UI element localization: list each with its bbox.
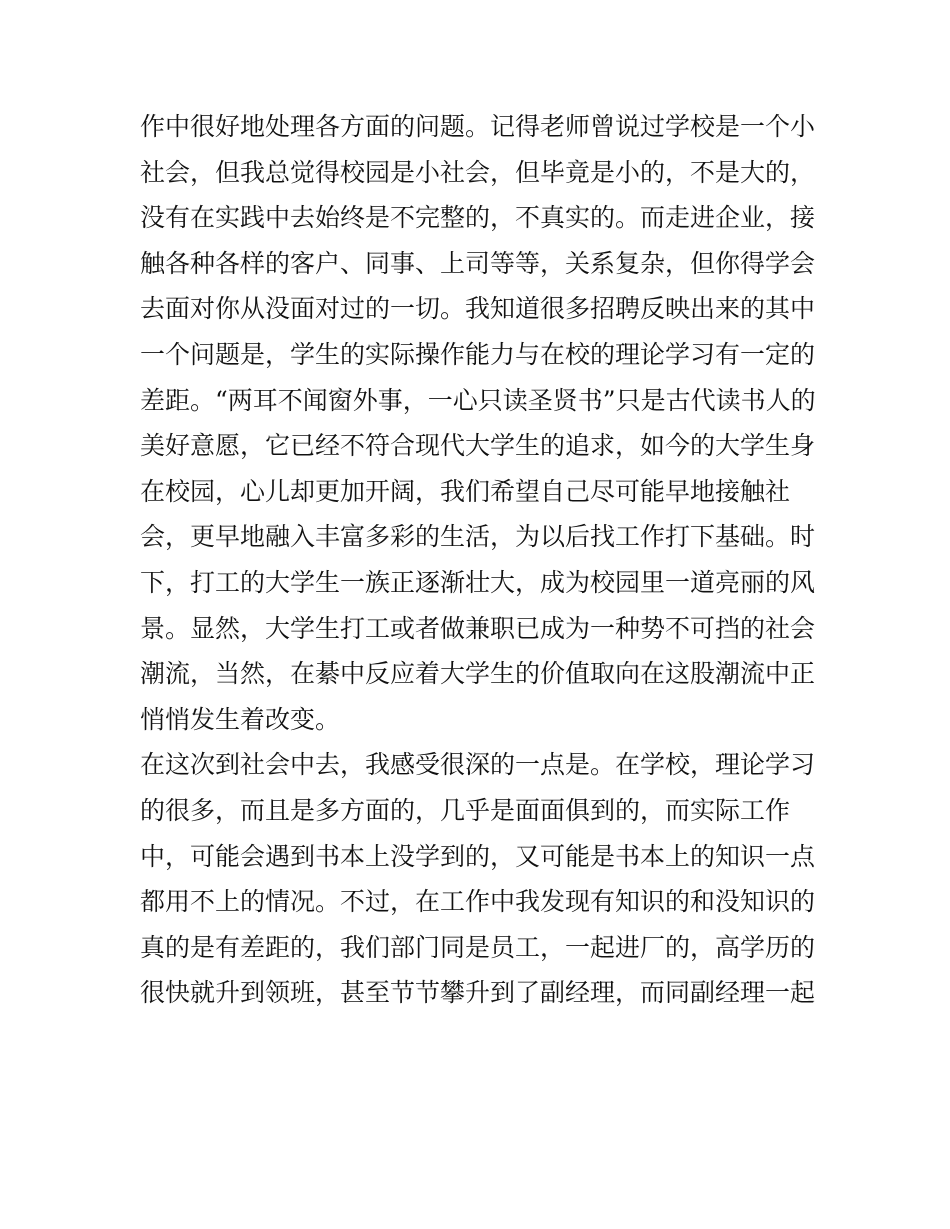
text-line: 会，更早地融入丰富多彩的生活，为以后找工作打下基础。时: [140, 522, 816, 552]
text-line: 触各种各样的客户、同事、上司等等，关系复杂，但你得学会: [140, 248, 816, 278]
text-line: 差距。“两耳不闻窗外事，一心只读圣贤书”只是古代读书人的: [140, 385, 816, 415]
text-line: 一个问题是，学生的实际操作能力与在校的理论学习有一定的: [140, 339, 816, 369]
text-line: 中，可能会遇到书本上没学到的，又可能是书本上的知识一点: [140, 841, 816, 871]
text-line: 真的是有差距的，我们部门同是员工，一起进厂的，高学历的: [140, 932, 816, 962]
body-text: [140, 104, 820, 1016]
text-line: 去面对你从没面对过的一切。我知道很多招聘反映出来的其中: [140, 294, 816, 324]
text-line: 没有在实践中去始终是不完整的，不真实的。而走进企业，接: [140, 203, 816, 233]
text-line: 悄悄发生着改变。: [140, 704, 341, 734]
text-line: 景。显然，大学生打工或者做兼职已成为一种势不可挡的社会: [140, 613, 816, 643]
text-line: 潮流，当然，在綦中反应着大学生的价值取向在这股潮流中正: [140, 659, 816, 689]
text-line: 美好意愿，它已经不符合现代大学生的追求，如今的大学生身: [140, 431, 816, 461]
text-line: 下，打工的大学生一族正逐渐壮大，成为校园里一道亮丽的风: [140, 567, 816, 597]
text-line: 在校园，心儿却更加开阔，我们希望自己尽可能早地接触社: [140, 476, 791, 506]
text-line: 很快就升到领班，甚至节节攀升到了副经理，而同副经理一起: [140, 978, 816, 1008]
text-line: 作中很好地处理各方面的问题。记得老师曾说过学校是一个小: [140, 112, 816, 141]
text-line: 都用不上的情况。不过，在工作中我发现有知识的和没知识的: [140, 887, 816, 917]
text-line: 社会，但我总觉得校园是小社会，但毕竟是小的，不是大的，: [140, 157, 816, 187]
text-line: 的很多，而且是多方面的，几乎是面面俱到的，而实际工作: [140, 795, 791, 825]
text-line: 在这次到社会中去，我感受很深的一点是。在学校，理论学习: [140, 750, 816, 780]
